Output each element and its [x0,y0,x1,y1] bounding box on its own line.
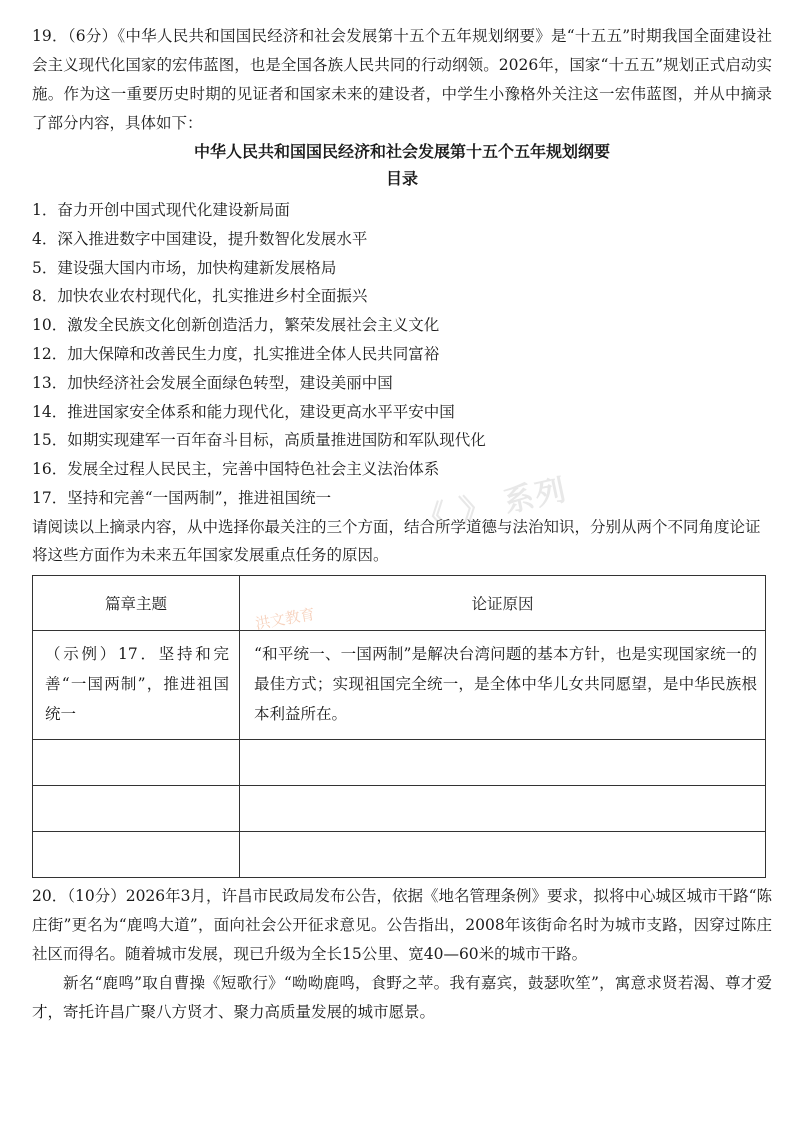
table-row [33,785,766,831]
toc-item: 5．建设强大国内市场，加快构建新发展格局 [32,258,337,277]
header-theme: 篇章主题 [33,575,240,630]
toc-item: 1．奋力开创中国式现代化建设新局面 [32,201,290,219]
answer-table [32,575,766,878]
q20-paragraph-2: 新名“鹿鸣”取自曹操《短歌行》“呦呦鹿鸣，食野之苹。我有嘉宾，鼓瑟吹笙”，寓意求贤若渴、尊才爱才，寄托许昌广聚八方贤才、聚力高质量发展的城市愿景。 [32,973,772,1021]
toc-item: 16．发展全过程人民民主，完善中国特色社会主义法治体系 [32,460,440,479]
toc-item: 4．深入推进数字中国建设，提升数智化发展水平 [32,229,368,248]
toc-item: 15．如期实现建军一百年奋斗目标，高质量推进国防和军队现代化 [32,431,486,450]
answer-theme-cell[interactable] [33,831,240,877]
q19-intro: 19．（6分）《中华人民共和国国民经济和社会发展第十五个五年规划纲要》是“十五五”时期我国全面建设社会主义现代化国家的宏伟蓝图，也是全国各族人民共同的行动纲领。2026年，国家“十五五”规划正式启动实施。作为这一重要历史时期的见证者和国家未来的建设者，中学生小豫格外关注这一宏伟蓝图，并从中摘录了部分内容，具体如下： [32,27,772,132]
exam-page [32,22,772,1027]
q20-paragraph-1: 20．（10分）2026年3月，许昌市民政局发布公告，依据《地名管理条例》要求，拟将中心城区城市干路“陈庄街”更名为“鹿鸣大道”，面向社会公开征求意见。公告指出，2008年该街命名时为城市支路，因穿过陈庄社区而得名。随着城市发展，现已升级为全长15公里、宽40—60米的城市干路。 [32,886,772,963]
answer-reason-cell[interactable] [240,831,766,877]
series-watermark: 《 》 系列 [413,472,571,539]
answer-reason-cell[interactable] [240,739,766,785]
toc-item: 13．加快经济社会发展全面绿色转型，建设美丽中国 [32,373,393,392]
toc-title: 目录 [385,169,418,188]
toc-item: 10．激发全民族文化创新创造活力，繁荣发展社会主义文化 [32,316,440,335]
example-reason: “和平统一、一国两制”是解决台湾问题的基本方针，也是实现国家统一的最佳方式；实现祖国完全统一，是全体中华儿女共同愿望，是中华民族根本利益所在。 [254,644,757,723]
example-reason-cell [240,630,766,739]
toc-list [32,196,772,513]
q19-prompt: 请阅读以上摘录内容，从中选择你最关注的三个方面，结合所学道德与法治知识，分别从两个不同角度论证将这些方面作为未来五年国家发展重点任务的原因。 [32,517,761,564]
table-row [33,831,766,877]
answer-reason-cell[interactable] [240,785,766,831]
table-header-row [33,575,766,630]
example-theme-cell [33,630,240,739]
toc-item: 12．加大保障和改善民生力度，扎实推进全体人民共同富裕 [32,344,440,363]
table-row-example [33,630,766,739]
example-theme: （示例）17．坚持和完善“一国两制”，推进祖国统一 [45,644,229,723]
answer-theme-cell[interactable] [33,785,240,831]
toc-item: 8．加快农业农村现代化，扎实推进乡村全面振兴 [32,287,368,306]
toc-item: 17．坚持和完善“一国两制”，推进祖国统一 [32,488,332,507]
answer-theme-cell[interactable] [33,739,240,785]
doc-title: 中华人民共和国国民经济和社会发展第十五个五年规划纲要 [193,142,610,161]
toc-item: 14．推进国家安全体系和能力现代化，建设更高水平平安中国 [32,402,455,421]
brand-watermark: 洪文教育 [253,604,317,634]
header-reason: 论证原因 [240,575,766,630]
table-row [33,739,766,785]
